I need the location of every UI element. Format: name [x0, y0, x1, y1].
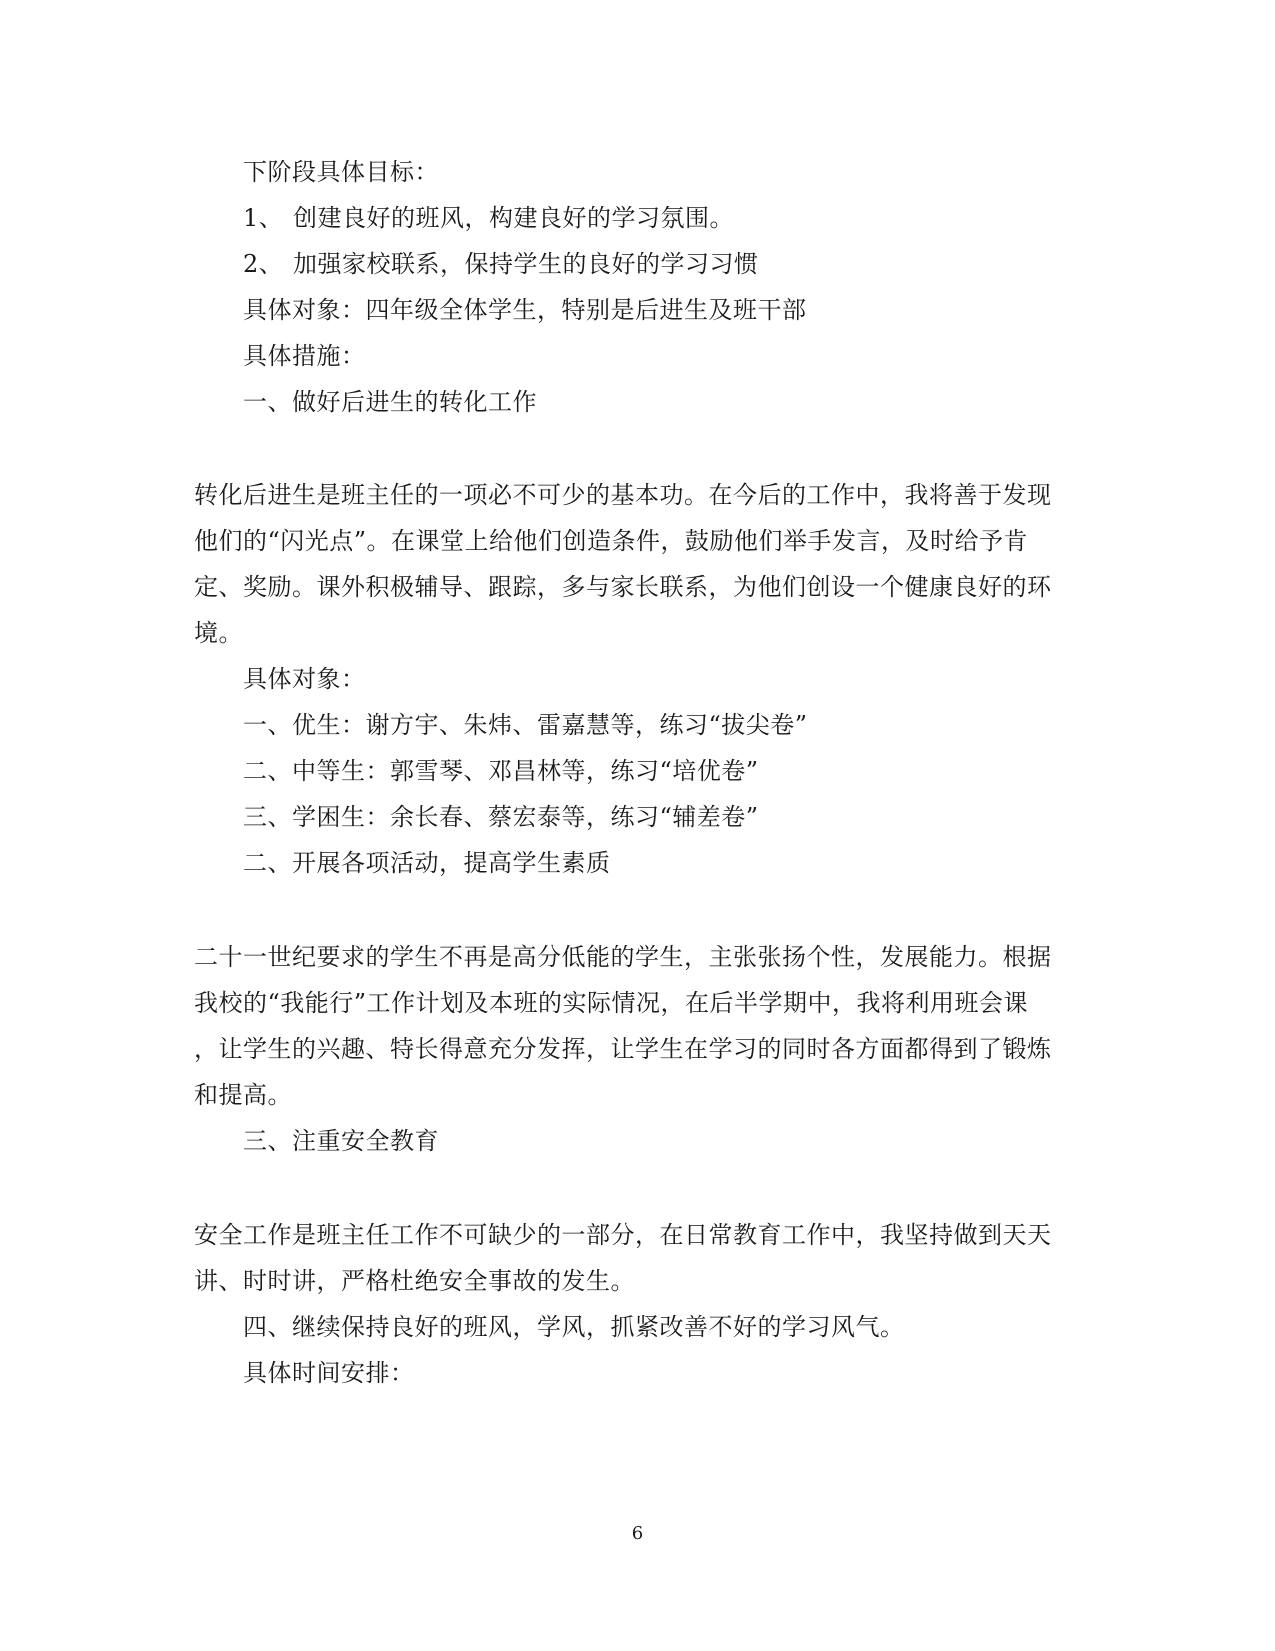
goals-heading: 下阶段具体目标：	[243, 158, 439, 186]
object-item: 二、中等生：郭雪琴、邓昌林等，练习“培优卷”	[243, 757, 759, 785]
paragraph-line: 二十一世纪要求的学生不再是高分低能的学生，主张张扬个性，发展能力。根据	[194, 943, 1052, 971]
goal-item-1	[243, 201, 1123, 235]
paragraph-line: 我校的“我能行”工作计划及本班的实际情况，在后半学期中，我将利用班会课	[194, 989, 1029, 1017]
goal-number: 1、	[243, 204, 284, 232]
paragraph-line: ，让学生的兴趣、特长得意充分发挥，让学生在学习的同时各方面都得到了锻炼	[194, 1035, 1052, 1063]
goal-number: 2、	[243, 250, 284, 278]
paragraph-line: 他们的“闪光点”。在课堂上给他们创造条件，鼓励他们举手发言，及时给予肯	[194, 527, 1029, 555]
section-title-3: 三、注重安全教育	[243, 1127, 439, 1155]
schedule-heading: 具体时间安排：	[243, 1359, 415, 1387]
paragraph-line: 和提高。	[194, 1081, 292, 1109]
paragraph-line: 安全工作是班主任工作不可缺少的一部分，在日常教育工作中，我坚持做到天天	[194, 1221, 1052, 1249]
goal-item-2	[243, 247, 1123, 281]
paragraph-line: 讲、时时讲，严格杜绝安全事故的发生。	[194, 1267, 635, 1295]
section-title-1: 一、做好后进生的转化工作	[243, 388, 537, 416]
paragraph-line: 转化后进生是班主任的一项必不可少的基本功。在今后的工作中，我将善于发现	[194, 481, 1052, 509]
section-title-2: 二、开展各项活动，提高学生素质	[243, 849, 611, 877]
paragraph-line: 定、奖励。课外积极辅导、跟踪，多与家长联系，为他们创设一个健康良好的环	[194, 573, 1052, 601]
object-item: 三、学困生：余长春、蔡宏泰等，练习“辅差卷”	[243, 803, 759, 831]
target-line: 具体对象：四年级全体学生，特别是后进生及班干部	[243, 296, 807, 324]
paragraph-line: 境。	[194, 619, 243, 647]
goal-text: 加强家校联系，保持学生的良好的学习习惯	[293, 250, 759, 278]
object-item: 一、优生：谢方宇、朱炜、雷嘉慧等，练习“拔尖卷”	[243, 711, 808, 739]
measures-heading: 具体措施：	[243, 342, 366, 370]
section-title-4: 四、继续保持良好的班风，学风，抓紧改善不好的学习风气。	[243, 1313, 905, 1341]
goal-text: 创建良好的班风，构建良好的学习氛围。	[293, 204, 734, 232]
page-number: 6	[631, 1523, 644, 1544]
objects-heading: 具体对象：	[243, 665, 366, 693]
